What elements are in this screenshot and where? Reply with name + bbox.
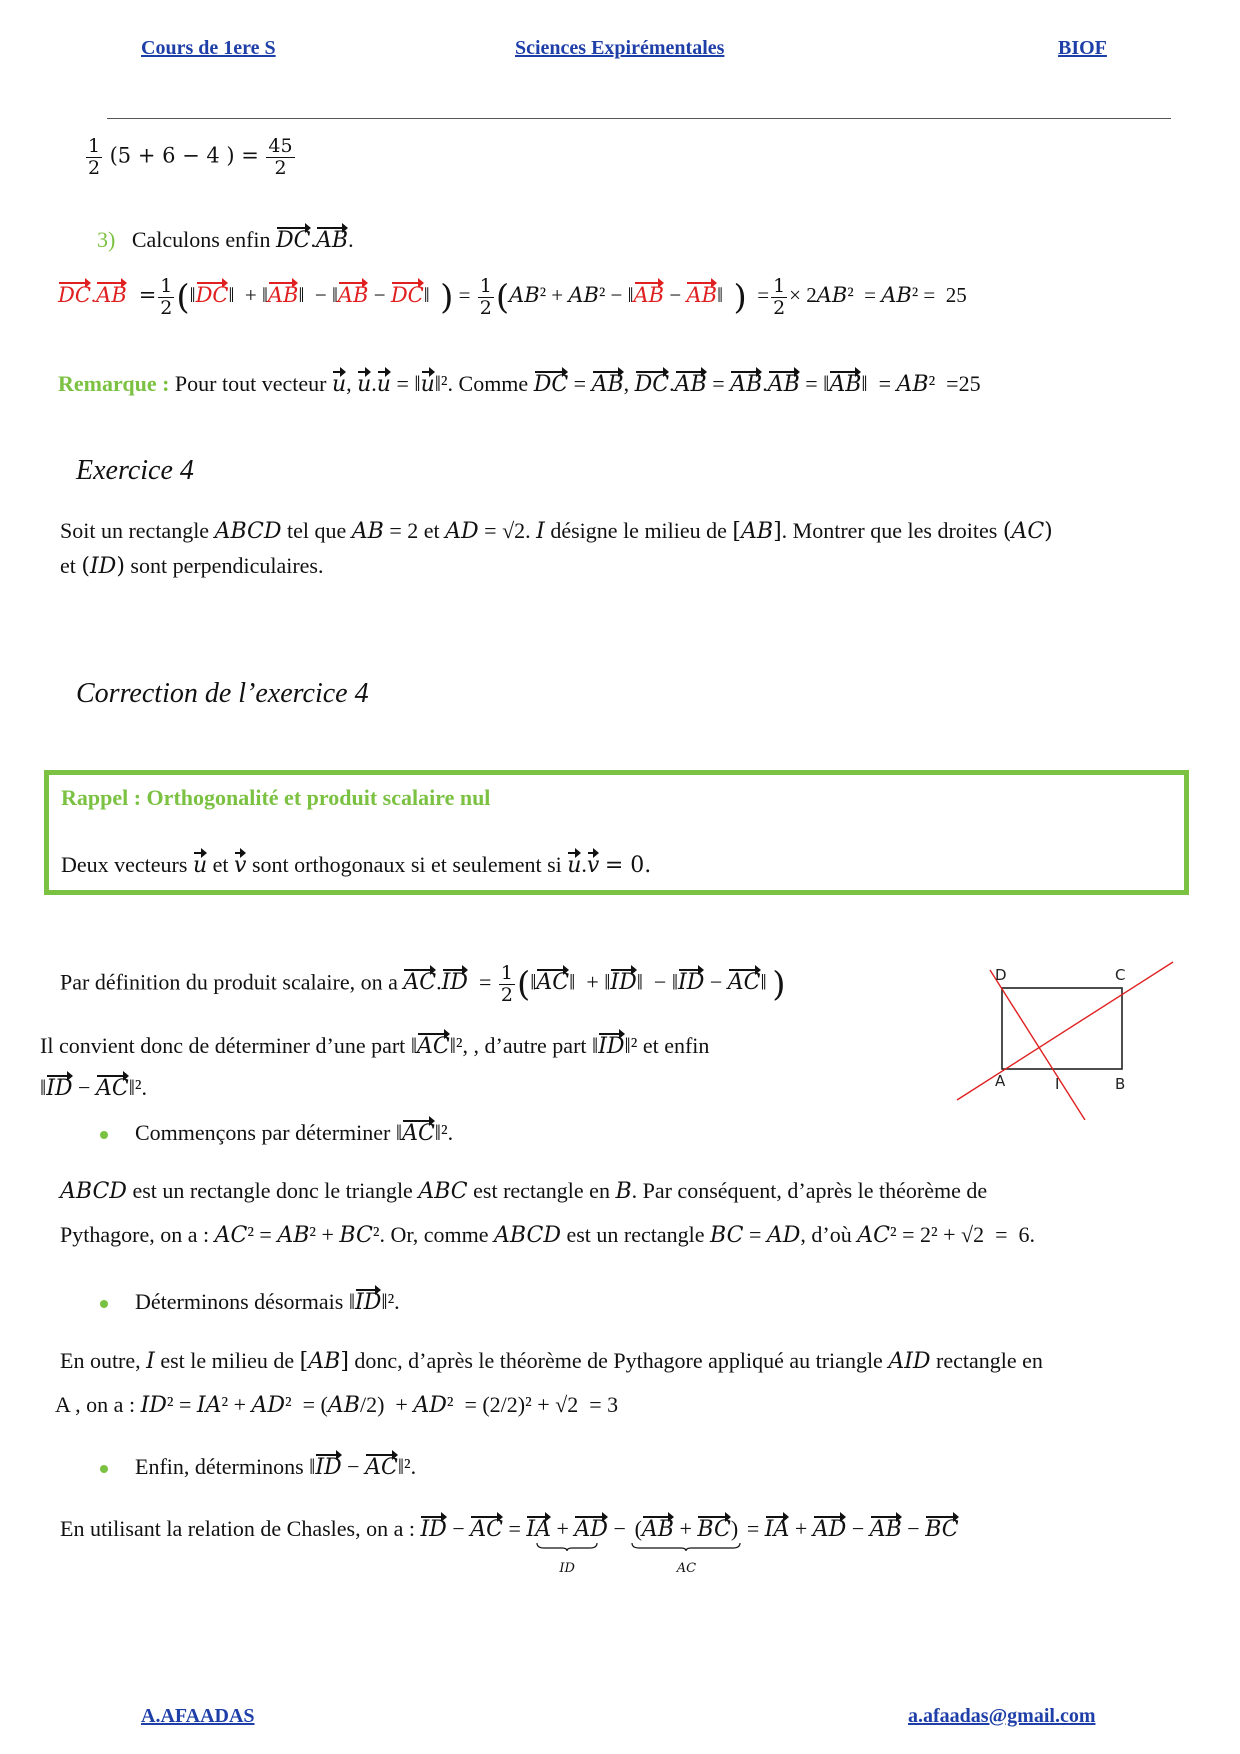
label-c: C [1115,966,1126,984]
underbrace-id [536,1542,598,1552]
rectangle-figure [945,950,1185,1120]
bullet-2-text: Déterminons désormais ‖ID‖². [135,1289,400,1315]
bullet-1-text: Commençons par déterminer ‖AC‖². [135,1120,454,1146]
footer-author: A.AFAADAS [141,1705,255,1727]
paragraph-pythagore-2: Pythagore, on a : AC² = AB² + BC². Or, comme ABCD est un rectangle BC = AD, d’où AC² = 2² + √2 = 6. [60,1222,1035,1248]
header-subject: Sciences Expirémentales [515,37,725,59]
label-d: D [995,966,1007,984]
dc-ab-formula: DC.AB = $\frac{1}{2}$ (‖DC‖ + ‖AB‖ − ‖AB − DC‖ ) = $\frac{1}{2}$ (AB² + AB² − ‖AB − AB‖ ) = $\frac{1}{2}$ × 2AB² = AB² = 25 [58,275,967,319]
header-course: Cours de 1ere S [141,37,276,59]
underbrace-ac [631,1542,741,1552]
label-a: A [995,1072,1006,1090]
rappel-text: Deux vecteurs u et v sont orthogonaux si et seulement si u.v = 0. [61,852,652,878]
rappel-title: Rappel : Orthogonalité et produit scalaire nul [61,785,491,810]
line-id [990,970,1085,1120]
header-divider [107,118,1171,119]
paragraph-id-2: A , on a : ID² = IA² + AD² = (AB/2) + AD² = (2/2)² + √2 = 3 [55,1392,619,1418]
label-i: I [1055,1075,1060,1093]
paragraph-determine-cont: ‖ID − AC‖². [40,1075,147,1101]
footer-email[interactable]: a.afaadas@gmail.com [908,1705,1096,1727]
exercise-4-title: Exercice 4 [76,455,194,486]
item-3: 3) Calculons enfin DC.AB. [97,227,354,253]
rectangle-abcd [1002,988,1122,1069]
bullet-3-text: Enfin, déterminons ‖ID − AC‖². [135,1454,417,1480]
paragraph-chasles: En utilisant la relation de Chasles, on a : ID − AC = IA + AD ID − (AB + BC) AC = IA + AD − AB − BC [60,1516,959,1576]
paragraph-pythagore-1: ABCD est un rectangle donc le triangle ABC est rectangle en B. Par conséquent, d’après le théorème de [60,1178,988,1204]
bullet-2 [100,1300,108,1308]
line-ac [957,962,1173,1100]
bullet-1 [100,1131,108,1139]
label-b: B [1115,1075,1126,1093]
top-formula: $\frac{1}{2}$ (5 + 6 − 4 ) = $\frac{45}{2}$ [88,135,293,179]
paragraph-id-1: En outre, I est le milieu de [AB] donc, d’après le théorème de Pythagore appliqué au triangle AID rectangle en [60,1348,1043,1374]
exercise-4-statement-line1: Soit un rectangle ABCD tel que AB = 2 et AD = √2. I désigne le milieu de [AB]. Montrer que les droites (AC) [60,518,1053,544]
paragraph-definition: Par définition du produit scalaire, on a AC.ID = $\frac{1}{2}$ (‖AC‖ + ‖ID‖ − ‖ID − AC‖ ) [60,962,786,1006]
rappel-box [44,770,1189,895]
header-track: BIOF [1058,37,1107,59]
paragraph-determine: Il convient donc de déterminer d’une part ‖AC‖², , d’autre part ‖ID‖² et enfin [40,1033,710,1059]
bullet-3 [100,1465,108,1473]
remarque: Remarque : Pour tout vecteur u, u.u = ‖u‖². Comme DC = AB, DC.AB = AB.AB = ‖AB‖ = AB² =25 [58,371,981,397]
correction-title: Correction de l’exercice 4 [76,678,369,709]
exercise-4-statement-line2: et (ID) sont perpendiculaires. [60,553,324,579]
